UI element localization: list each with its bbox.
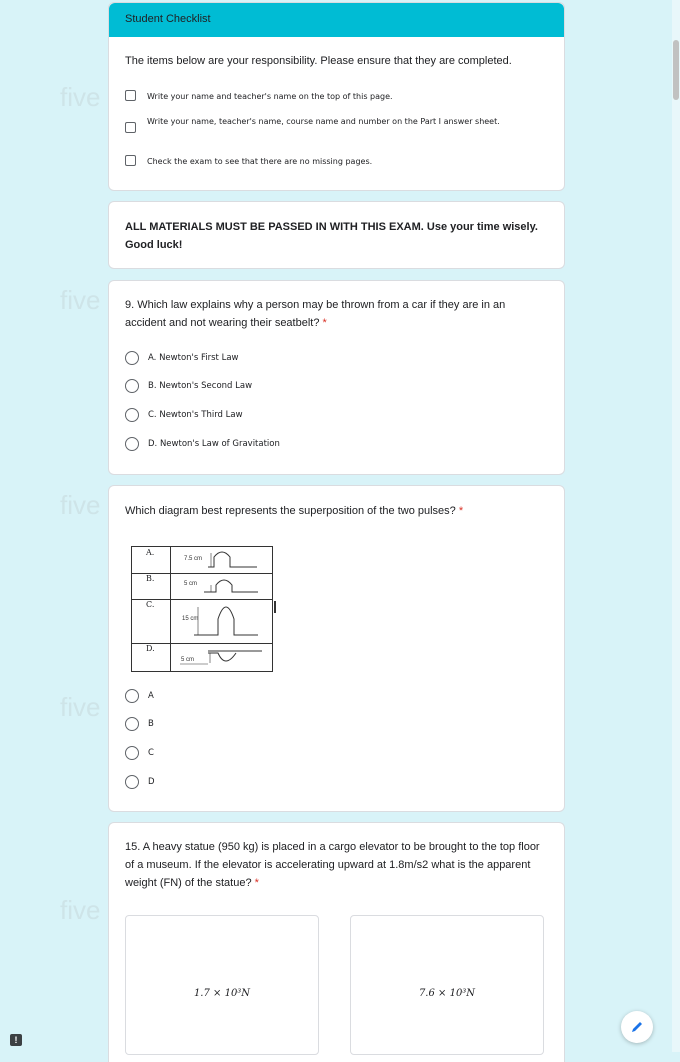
diagram-letter: C. [146, 600, 155, 609]
diagram-dimension: 15 cm [182, 616, 199, 622]
pencil-icon [630, 1020, 644, 1034]
watermark: five [60, 82, 101, 112]
option-label: D. Newton's Law of Gravitation [148, 439, 280, 449]
radio-button[interactable] [125, 746, 139, 760]
checklist-intro: The items below are your responsibility. Please ensure that they are completed. [125, 55, 512, 67]
checklist-title: Student Checklist [125, 13, 211, 25]
diagram-dimension: 5 cm [184, 581, 198, 587]
option-row[interactable] [125, 717, 154, 731]
diagram-letter: B. [146, 574, 155, 583]
edit-button[interactable] [621, 1011, 653, 1043]
question-text [125, 296, 545, 332]
option-row[interactable] [125, 689, 154, 703]
checkbox[interactable] [125, 122, 136, 133]
option-row[interactable] [125, 437, 280, 451]
superposition-question-text: Which diagram best represents the superposition of the two pulses? [125, 505, 456, 517]
scrollbar-thumb[interactable] [673, 40, 679, 100]
watermark: five [60, 490, 101, 520]
option-row[interactable] [125, 379, 252, 393]
question-9-card [108, 280, 565, 475]
answer-choice-card[interactable] [350, 915, 544, 1055]
checklist-item[interactable] [125, 155, 519, 169]
watermark: five [60, 692, 101, 722]
option-label: A [148, 691, 154, 701]
checkbox[interactable] [125, 155, 136, 166]
option-label: A. Newton's First Law [148, 353, 239, 363]
diagram-letter: A. [146, 548, 155, 557]
checklist-item-label: Write your name and teacher's name on the top of this page. [147, 92, 393, 101]
diagram-dimension: 7.5 cm [184, 556, 203, 562]
question-text [125, 502, 545, 520]
radio-button[interactable] [125, 689, 139, 703]
diagram-edge-mark [274, 601, 276, 613]
question-text [125, 838, 545, 892]
required-asterisk: * [458, 505, 464, 517]
checklist-item-label: Write your name, teacher's name, course name and number on the Part I answer sheet. [147, 117, 500, 126]
diagram-dimension: 5 cm [181, 657, 195, 663]
watermark: five [60, 895, 101, 925]
answer-choice-card[interactable] [125, 915, 319, 1055]
answer-choice-label: 1.7 × 10³N [193, 988, 251, 999]
watermark: five [60, 285, 101, 315]
scrollbar-track[interactable] [672, 0, 680, 1052]
pulse-shapes [132, 547, 272, 671]
radio-button[interactable] [125, 408, 139, 422]
checklist-item-label: Check the exam to see that there are no missing pages. [147, 157, 373, 166]
option-label: B. Newton's Second Law [148, 381, 253, 391]
card-header-bar [109, 3, 564, 37]
checklist-item[interactable] [125, 90, 519, 104]
option-label: C. Newton's Third Law [148, 410, 243, 420]
option-row[interactable] [125, 408, 243, 422]
question-15-card [108, 822, 565, 1062]
radio-button[interactable] [125, 351, 139, 365]
option-row[interactable] [125, 775, 155, 789]
option-label: C [148, 748, 154, 758]
radio-button[interactable] [125, 717, 139, 731]
question-15-text: 15. A heavy statue (950 kg) is placed in a cargo elevator to be brought to the top floor of a museum. If the elevator is accelerating upward at 1.8m/s2 what is the apparent weight (FN) of the statue? [125, 841, 540, 889]
option-row[interactable] [125, 746, 154, 760]
option-label: D [148, 777, 155, 787]
report-problem-icon[interactable]: ! [10, 1034, 22, 1046]
radio-button[interactable] [125, 775, 139, 789]
diagram-letter: D. [146, 644, 155, 653]
checklist-item[interactable] [125, 115, 519, 133]
option-label: B [148, 719, 154, 729]
question-9-text: 9. Which law explains why a person may be thrown from a car if they are in an accident and not wearing their seatbelt? [125, 299, 506, 329]
answer-choice-label: 7.6 × 10³N [418, 988, 476, 999]
notice-card [108, 201, 565, 269]
pulse-diagram-image [131, 546, 273, 672]
radio-button[interactable] [125, 437, 139, 451]
option-row[interactable] [125, 351, 238, 365]
notice-text: ALL MATERIALS MUST BE PASSED IN WITH THIS EXAM. Use your time wisely. Good luck! [125, 221, 538, 251]
radio-button[interactable] [125, 379, 139, 393]
checkbox[interactable] [125, 90, 136, 101]
student-checklist-card [108, 2, 565, 191]
required-asterisk: * [254, 877, 259, 889]
required-asterisk: * [322, 317, 327, 329]
superposition-question-card [108, 485, 565, 812]
